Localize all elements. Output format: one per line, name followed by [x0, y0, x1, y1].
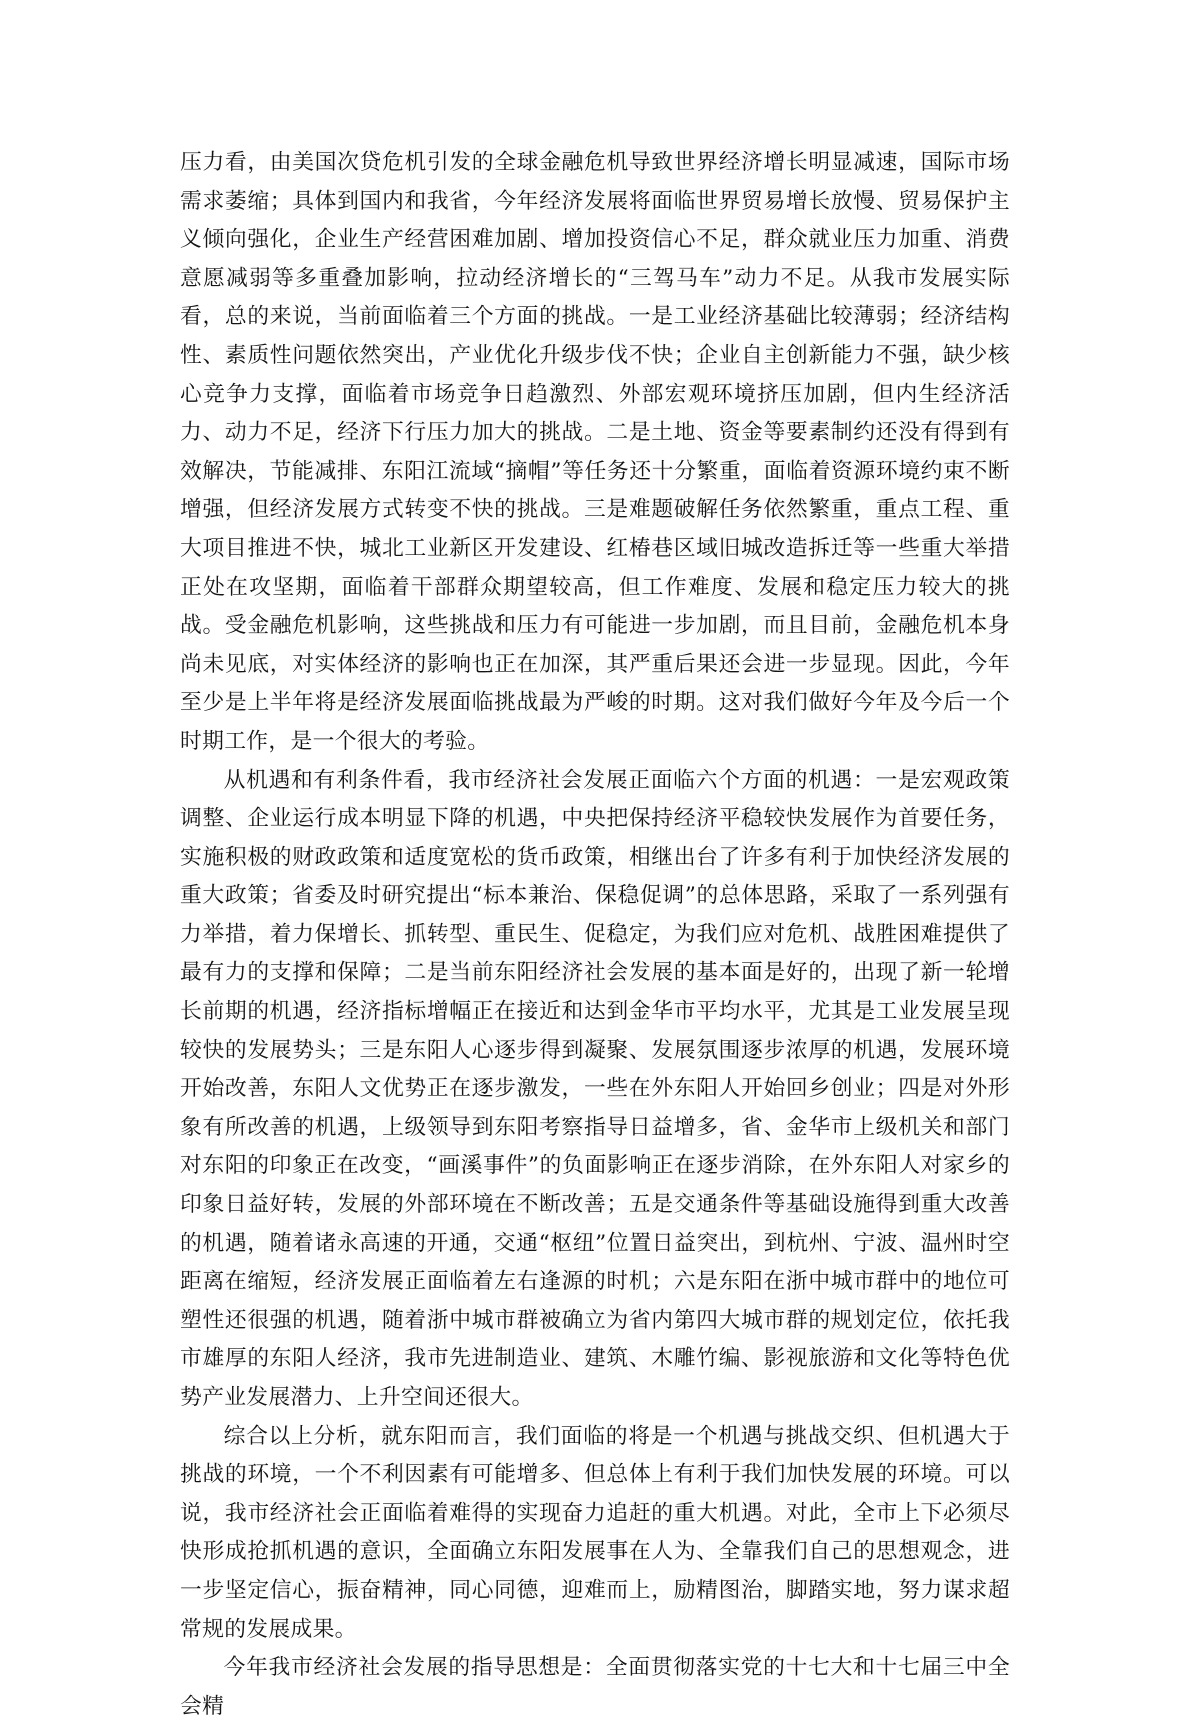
document-body: [180, 144, 1010, 1726]
paragraph-challenges: 压力看，由美国次贷危机引发的全球金融危机导致世界经济增长明显减速，国际市场需求萎缩；具体到国内和我省，今年经济发展将面临世界贸易增长放慢、贸易保护主义倾向强化，企业生产经营困难加剧、增加投资信心不足，群众就业压力加重、消费意愿减弱等多重叠加影响，拉动经济增长的“三驾马车”动力不足。从我市发展实际看，总的来说，当前面临着三个方面的挑战。一是工业经济基础比较薄弱；经济结构性、素质性问题依然突出，产业优化升级步伐不快；企业自主创新能力不强，缺少核心竞争力支撑，面临着市场竞争日趋激烈、外部宏观环境挤压加剧，但内生经济活力、动力不足，经济下行压力加大的挑战。二是土地、资金等要素制约还没有得到有效解决，节能减排、东阳江流域“摘帽”等任务还十分繁重，面临着资源环境约束不断增强，但经济发展方式转变不快的挑战。三是难题破解任务依然繁重，重点工程、重大项目推进不快，城北工业新区开发建设、红椿巷区域旧城改造拆迁等一些重大举措正处在攻坚期，面临着干部群众期望较高，但工作难度、发展和稳定压力较大的挑战。受金融危机影响，这些挑战和压力有可能进一步加剧，而且目前，金融危机本身尚未见底，对实体经济的影响也正在加深，其严重后果还会进一步显现。因此，今年至少是上半年将是经济发展面临挑战最为严峻的时期。这对我们做好今年及今后一个时期工作，是一个很大的考验。: [180, 150, 1010, 754]
paragraph-guiding-thought: 今年我市经济社会发展的指导思想是：全面贯彻落实党的十七大和十七届三中全会精: [180, 1655, 1010, 1719]
paragraph-summary: 综合以上分析，就东阳而言，我们面临的将是一个机遇与挑战交织、但机遇大于挑战的环境，一个不利因素有可能增多、但总体上有利于我们加快发展的环境。可以说，我市经济社会正面临着难得的实现奋力追赶的重大机遇。对此，全市上下必须尽快形成抢抓机遇的意识，全面确立东阳发展事在人为、全靠我们自己的思想观念，进一步坚定信心，振奋精神，同心同德，迎难而上，励精图治，脚踏实地，努力谋求超常规的发展成果。: [180, 1423, 1010, 1642]
paragraph-opportunities: 从机遇和有利条件看，我市经济社会发展正面临六个方面的机遇：一是宏观政策调整、企业运行成本明显下降的机遇，中央把保持经济平稳较快发展作为首要任务，实施积极的财政政策和适度宽松的货币政策，相继出台了许多有利于加快经济发展的重大政策；省委及时研究提出“标本兼治、保稳促调”的总体思路，采取了一系列强有力举措，着力保增长、抓转型、重民生、促稳定，为我们应对危机、战胜困难提供了最有力的支撑和保障；二是当前东阳经济社会发展的基本面是好的，出现了新一轮增长前期的机遇，经济指标增幅正在接近和达到金华市平均水平，尤其是工业发展呈现较快的发展势头；三是东阳人心逐步得到凝聚、发展氛围逐步浓厚的机遇，发展环境开始改善，东阳人文优势正在逐步激发，一些在外东阳人开始回乡创业；四是对外形象有所改善的机遇，上级领导到东阳考察指导日益增多，省、金华市上级机关和部门对东阳的印象正在改变，“画溪事件”的负面影响正在逐步消除，在外东阳人对家乡的印象日益好转，发展的外部环境在不断改善；五是交通条件等基础设施得到重大改善的机遇，随着诸永高速的开通，交通“枢纽”位置日益突出，到杭州、宁波、温州时空距离在缩短，经济发展正面临着左右逢源的时机；六是东阳在浙中城市群中的地位可塑性还很强的机遇，随着浙中城市群被确立为省内第四大城市群的规划定位，依托我市雄厚的东阳人经济，我市先进制造业、建筑、木雕竹编、影视旅游和文化等特色优势产业发展潜力、上升空间还很大。: [180, 767, 1010, 1410]
